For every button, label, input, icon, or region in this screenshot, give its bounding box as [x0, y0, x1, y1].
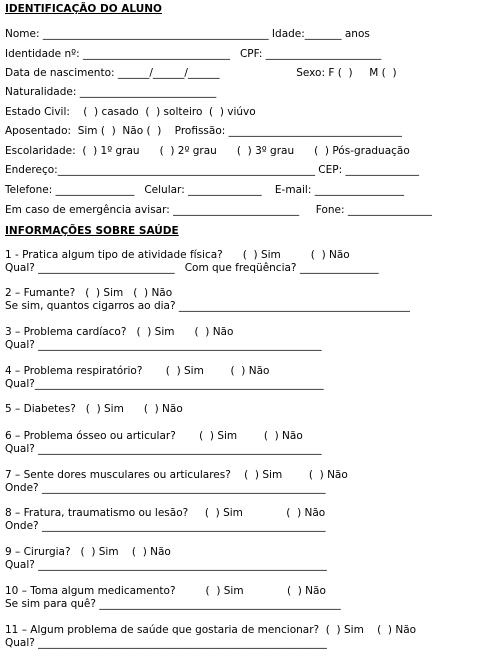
- q6-line[interactable]: 6 – Problema ósseo ou articular? ( ) Sim ( ) Não: [5, 430, 303, 442]
- identidade-cpf-line[interactable]: Identidade nº: ____________________________ CPF: ______________________: [5, 48, 382, 60]
- id-section-title: IDENTIFICAÇÃO DO ALUNO: [5, 3, 162, 15]
- telefone-celular-email-line[interactable]: Telefone: _______________ Celular: ______________ E-mail: _________________: [5, 184, 404, 196]
- nome-line[interactable]: Nome: ___________________________________________ Idade:_______ anos: [5, 28, 370, 40]
- q6-detail-line[interactable]: Qual? ______________________________________________________: [5, 443, 322, 455]
- q11-detail-line[interactable]: Qual? _______________________________________________________: [5, 637, 327, 649]
- q7-detail-line[interactable]: Onde? ______________________________________________________: [5, 482, 326, 494]
- q2-detail-line[interactable]: Se sim, quantos cigarros ao dia? ____________________________________________: [5, 300, 410, 312]
- nascimento-sexo-line[interactable]: Data de nascimento: ______/______/______ Sexo: F ( ) M ( ): [5, 67, 397, 79]
- q1-detail-line[interactable]: Qual? __________________________ Com que freqüência? _______________: [5, 262, 379, 274]
- q11-line[interactable]: 11 – Algum problema de saúde que gostaria de mencionar? ( ) Sim ( ) Não: [5, 624, 417, 636]
- q10-line[interactable]: 10 – Toma algum medicamento? ( ) Sim ( ) Não: [5, 585, 326, 597]
- emergencia-fone-line[interactable]: Em caso de emergência avisar: ________________________ Fone: ________________: [5, 204, 432, 216]
- q8-detail-line[interactable]: Onde? ______________________________________________________: [5, 520, 326, 532]
- health-section-title: INFORMAÇÕES SOBRE SAÚDE: [5, 225, 179, 237]
- aposentado-profissao-line[interactable]: Aposentado: Sim ( ) Não ( ) Profissão: _________________________________: [5, 125, 402, 137]
- q10-detail-line[interactable]: Se sim para quê? ______________________________________________: [5, 598, 341, 610]
- q9-detail-line[interactable]: Qual? _______________________________________________________: [5, 559, 327, 571]
- estado-civil-line[interactable]: Estado Civil: ( ) casado ( ) solteiro ( ) viúvo: [5, 106, 256, 118]
- q3-line[interactable]: 3 – Problema cardíaco? ( ) Sim ( ) Não: [5, 326, 234, 338]
- endereco-cep-line[interactable]: Endereço:_________________________________________________ CEP: ______________: [5, 164, 419, 176]
- q8-line[interactable]: 8 – Fratura, traumatismo ou lesão? ( ) Sim ( ) Não: [5, 507, 326, 519]
- q4-detail-line[interactable]: Qual?_______________________________________________________: [5, 378, 324, 390]
- escolaridade-line[interactable]: Escolaridade: ( ) 1º grau ( ) 2º grau ( ) 3º grau ( ) Pós-graduação: [5, 145, 410, 157]
- q7-line[interactable]: 7 – Sente dores musculares ou articulares? ( ) Sim ( ) Não: [5, 469, 348, 481]
- q2-line[interactable]: 2 – Fumante? ( ) Sim ( ) Não: [5, 287, 173, 299]
- q1-line[interactable]: 1 - Pratica algum tipo de atividade física? ( ) Sim ( ) Não: [5, 249, 350, 261]
- q3-detail-line[interactable]: Qual? ______________________________________________________: [5, 339, 322, 351]
- naturalidade-line[interactable]: Naturalidade: __________________________: [5, 86, 217, 98]
- q5-line[interactable]: 5 – Diabetes? ( ) Sim ( ) Não: [5, 403, 183, 415]
- q4-line[interactable]: 4 – Problema respiratório? ( ) Sim ( ) Não: [5, 365, 270, 377]
- q9-line[interactable]: 9 – Cirurgia? ( ) Sim ( ) Não: [5, 546, 171, 558]
